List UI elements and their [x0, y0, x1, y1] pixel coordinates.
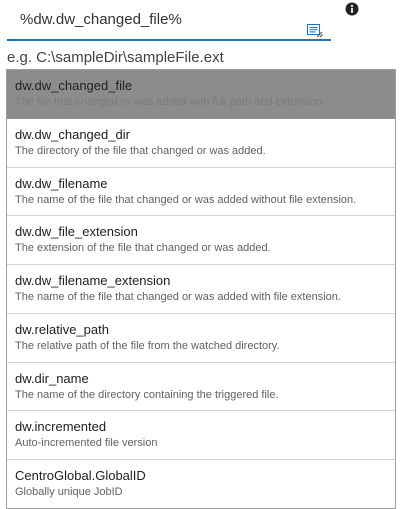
suggestion-item[interactable]: [7, 314, 395, 363]
suggestion-item[interactable]: [7, 460, 395, 509]
suggestion-description: The name of the file that changed or was added without file extension.: [15, 193, 357, 206]
suggestion-title: dw.relative_path: [15, 321, 109, 337]
suggestion-title: dw.dw_changed_file: [15, 78, 133, 93]
suggestion-title: dw.dw_filename: [15, 175, 108, 191]
list-edit-icon[interactable]: [307, 24, 323, 38]
suggestion-title: dw.dw_file_extension: [15, 224, 138, 240]
suggestion-item[interactable]: [7, 216, 395, 265]
suggestion-description: The file that changed or was added with full path and extension.: [15, 96, 326, 108]
suggestion-description: Globally unique JobID: [15, 486, 123, 498]
info-icon[interactable]: [345, 2, 359, 16]
suggestion-description: The extension of the file that changed or was added.: [15, 242, 271, 255]
suggestion-title: dw.dir_name: [15, 370, 89, 386]
suggestion-dropdown[interactable]: [6, 69, 396, 509]
suggestion-item[interactable]: [7, 265, 395, 314]
suggestion-description: The name of the file that changed or was added with file extension.: [15, 291, 341, 303]
suggestion-item[interactable]: [7, 119, 395, 168]
hint-text: e.g. C:\sampleDir\sampleFile.ext: [7, 49, 224, 66]
expression-input-value[interactable]: %dw.dw_changed_file%: [20, 11, 182, 28]
suggestion-description: The relative path of the file from the watched directory.: [15, 339, 280, 352]
suggestion-item[interactable]: [7, 411, 395, 460]
suggestion-description: The directory of the file that changed or was added.: [15, 144, 266, 157]
suggestion-description: The name of the directory containing the triggered file.: [15, 388, 279, 401]
expression-input[interactable]: [7, 0, 331, 41]
suggestion-title: CentroGlobal.GlobalID: [15, 468, 146, 483]
suggestion-description: Auto-incremented file version: [15, 437, 158, 450]
suggestion-title: dw.dw_filename_extension: [15, 273, 171, 288]
suggestion-item[interactable]: [7, 363, 395, 412]
suggestion-title: dw.dw_changed_dir: [15, 126, 130, 142]
suggestion-item[interactable]: [7, 168, 395, 217]
suggestion-item[interactable]: [7, 70, 395, 119]
suggestion-title: dw.incremented: [15, 419, 107, 435]
